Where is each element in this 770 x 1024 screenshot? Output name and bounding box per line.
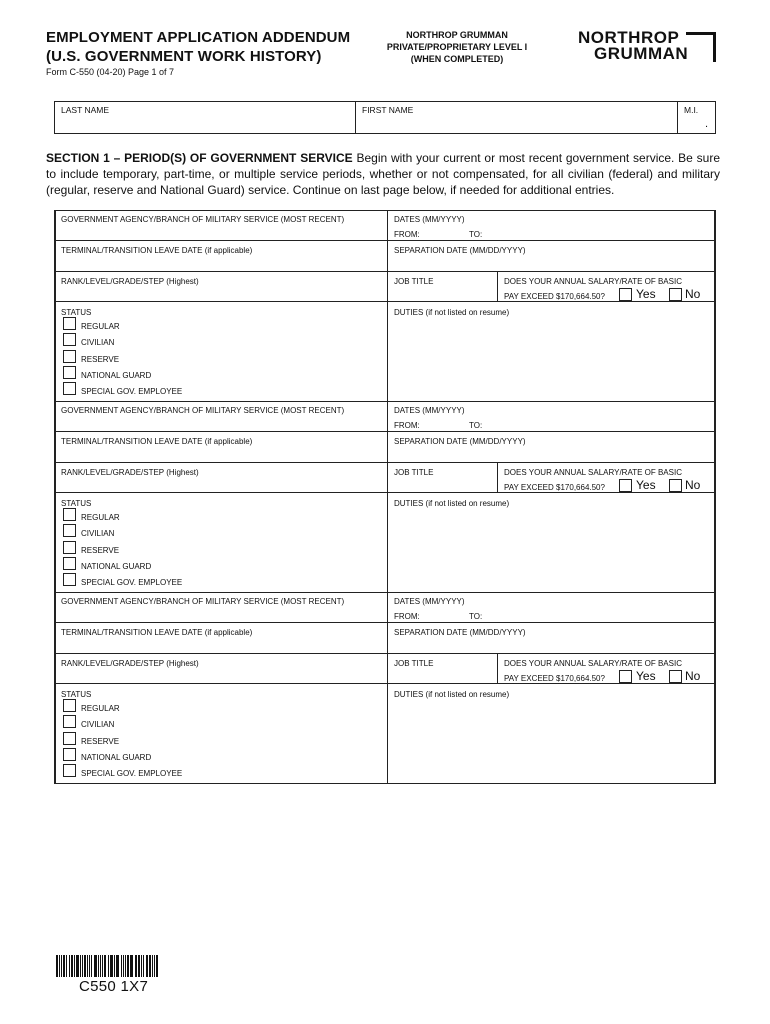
status-regular-checkbox[interactable] [63, 699, 76, 712]
barcode-bar [152, 955, 153, 977]
row-divider [55, 271, 715, 272]
block-divider [55, 592, 715, 593]
logo-bracket-right [713, 32, 716, 62]
barcode-bar [154, 955, 155, 977]
barcode-bar [80, 955, 81, 977]
salary-question-line2: PAY EXCEED $170,664.50? [504, 674, 605, 683]
salary-yes-checkbox[interactable] [619, 479, 632, 492]
barcode-bar [127, 955, 129, 977]
status-special-gov-employee-checkbox[interactable] [63, 573, 76, 586]
last-name-label: LAST NAME [61, 105, 110, 115]
status-reserve-checkbox[interactable] [63, 350, 76, 363]
form-title [46, 28, 350, 66]
separation-date-label: SEPARATION DATE (MM/DD/YYYY) [394, 437, 526, 446]
barcode-bar [84, 955, 86, 977]
classification-notice [372, 29, 542, 65]
barcode-bar [87, 955, 88, 977]
terminal-leave-label: TERMINAL/TRANSITION LEAVE DATE (if applicable) [61, 628, 253, 637]
status-civilian-checkbox[interactable] [63, 333, 76, 346]
barcode-bar [91, 955, 92, 977]
salary-no-checkbox[interactable] [669, 479, 682, 492]
dates-from-label: FROM: [394, 421, 420, 430]
barcode-bar [116, 955, 117, 977]
middle-initial-field[interactable] [678, 102, 715, 133]
barcode-bar [125, 955, 126, 977]
salary-question-line2: PAY EXCEED $170,664.50? [504, 483, 605, 492]
barcode-bar [121, 955, 122, 977]
status-option-label: NATIONAL GUARD [81, 370, 152, 380]
barcode-bar [135, 955, 136, 977]
status-option-label: REGULAR [81, 704, 120, 713]
separation-date-label: SEPARATION DATE (MM/DD/YYYY) [394, 246, 526, 255]
salary-yes-label: Yes [636, 478, 656, 492]
job-title-label: JOB TITLE [394, 277, 434, 286]
barcode-bar [71, 955, 73, 977]
salary-divider [497, 462, 498, 492]
first-name-label: FIRST NAME [362, 105, 414, 115]
row-divider [55, 462, 715, 463]
salary-no-label: No [685, 669, 701, 683]
classification-line2: PRIVATE/PROPRIETARY LEVEL I [386, 42, 528, 52]
status-label: STATUS [61, 690, 92, 699]
section1-instructions: Begin with your current or most recent government service. Be sure to include temporary, part-time, or multiple service periods, whether or not compensated, for all civilian (federal) and military (regular, reserve and National Guard) service. Continue on last page below, if needed for additional entries. [46, 151, 720, 197]
barcode-bar [156, 955, 158, 977]
status-regular-checkbox[interactable] [63, 508, 76, 521]
status-option-label: CIVILIAN [81, 720, 115, 730]
first-name-field[interactable] [356, 102, 678, 133]
terminal-leave-label: TERMINAL/TRANSITION LEAVE DATE (if applicable) [61, 246, 253, 255]
service-block [55, 593, 715, 784]
service-block [55, 211, 715, 402]
block-divider [55, 401, 715, 402]
form-title-line2: (U.S. GOVERNMENT WORK HISTORY) [46, 48, 322, 65]
salary-question-line1: DOES YOUR ANNUAL SALARY/RATE OF BASIC [504, 659, 682, 668]
status-option-label: SPECIAL GOV. EMPLOYEE [81, 769, 183, 779]
status-national-guard-checkbox[interactable] [63, 748, 76, 761]
status-label: STATUS [61, 499, 92, 508]
northrop-grumman-logo [578, 27, 718, 67]
form-number: Form C-550 (04-20) Page 1 of 7 [46, 67, 175, 77]
barcode-bar [63, 955, 66, 977]
row-divider [55, 683, 715, 684]
status-option-label: NATIONAL GUARD [81, 752, 152, 762]
salary-no-label: No [685, 287, 701, 301]
status-national-guard-checkbox[interactable] [63, 557, 76, 570]
row-divider [55, 492, 715, 493]
barcode-bar [59, 955, 60, 977]
dates-to-label: TO: [469, 230, 483, 239]
status-option-label: CIVILIAN [81, 338, 115, 348]
status-national-guard-checkbox[interactable] [63, 366, 76, 379]
salary-no-checkbox[interactable] [669, 670, 682, 683]
status-special-gov-employee-checkbox[interactable] [63, 764, 76, 777]
dates-label: DATES (MM/YYYY) [394, 597, 465, 606]
status-special-gov-employee-checkbox[interactable] [63, 382, 76, 395]
logo-bracket-top [686, 32, 716, 35]
dates-label: DATES (MM/YYYY) [394, 215, 465, 224]
barcode-bar [143, 955, 144, 977]
rank-label: RANK/LEVEL/GRADE/STEP (Highest) [61, 659, 199, 668]
barcode-bar [82, 955, 83, 977]
barcode-bar [89, 955, 90, 977]
section1-heading: SECTION 1 – PERIOD(S) OF GOVERNMENT SERVICE [46, 151, 353, 165]
classification-line1: NORTHROP GRUMMAN [406, 30, 508, 40]
row-divider [55, 240, 715, 241]
job-title-label: JOB TITLE [394, 468, 434, 477]
barcode-image [56, 955, 160, 977]
classification-line3: (WHEN COMPLETED) [410, 54, 504, 64]
status-option-label: SPECIAL GOV. EMPLOYEE [81, 387, 183, 397]
middle-initial-value: . [705, 118, 709, 130]
row-divider [55, 301, 715, 302]
agency-label: GOVERNMENT AGENCY/BRANCH OF MILITARY SERVICE (MOST RECENT) [61, 215, 345, 224]
duties-label: DUTIES (if not listed on resume) [394, 690, 510, 699]
logo-line1: NORTHROP [578, 28, 680, 47]
barcode-bar [149, 955, 152, 977]
barcode-bar [76, 955, 79, 977]
barcode-bar [108, 955, 109, 977]
barcode-bar [136, 955, 137, 977]
barcode-bar [123, 955, 124, 977]
barcode-bar [146, 955, 148, 977]
dates-label: DATES (MM/YYYY) [394, 406, 465, 415]
last-name-field[interactable] [55, 102, 356, 133]
dates-to-label: TO: [469, 421, 483, 430]
status-option-label: RESERVE [81, 736, 120, 746]
row-divider [55, 653, 715, 654]
barcode-bar [110, 955, 113, 977]
logo-line2: GRUMMAN [594, 44, 689, 63]
barcode-bar [130, 955, 133, 977]
status-regular-checkbox[interactable] [63, 317, 76, 330]
barcode-bar [98, 955, 100, 977]
salary-yes-checkbox[interactable] [619, 288, 632, 301]
salary-yes-checkbox[interactable] [619, 670, 632, 683]
salary-no-label: No [685, 478, 701, 492]
status-option-label: REGULAR [81, 513, 120, 522]
row-divider [55, 622, 715, 623]
status-option-label: SPECIAL GOV. EMPLOYEE [81, 578, 183, 588]
dates-to-label: TO: [469, 612, 483, 621]
barcode-bar [138, 955, 140, 977]
salary-question-line2: PAY EXCEED $170,664.50? [504, 292, 605, 301]
barcode-bar [104, 955, 106, 977]
agency-label: GOVERNMENT AGENCY/BRANCH OF MILITARY SERVICE (MOST RECENT) [61, 406, 345, 415]
salary-yes-label: Yes [636, 669, 656, 683]
section1-intro [46, 150, 720, 198]
status-civilian-checkbox[interactable] [63, 715, 76, 728]
status-reserve-checkbox[interactable] [63, 541, 76, 554]
barcode-bar [102, 955, 103, 977]
service-block [55, 402, 715, 593]
status-option-label: RESERVE [81, 545, 120, 555]
name-row [54, 101, 716, 134]
salary-yes-label: Yes [636, 287, 656, 301]
dates-from-label: FROM: [394, 230, 420, 239]
barcode-bar [56, 955, 58, 977]
status-option-label: NATIONAL GUARD [81, 561, 152, 571]
barcode-bar [114, 955, 115, 977]
form-title-line1: EMPLOYMENT APPLICATION ADDENDUM [46, 29, 351, 46]
salary-question-line1: DOES YOUR ANNUAL SALARY/RATE OF BASIC [504, 468, 682, 477]
barcode-bar [61, 955, 62, 977]
status-label: STATUS [61, 308, 92, 317]
barcode-bar [69, 955, 70, 977]
barcode-bar [117, 955, 119, 977]
job-title-label: JOB TITLE [394, 659, 434, 668]
salary-question-line1: DOES YOUR ANNUAL SALARY/RATE OF BASIC [504, 277, 682, 286]
status-option-label: CIVILIAN [81, 529, 115, 539]
row-divider [55, 431, 715, 432]
status-option-label: REGULAR [81, 322, 120, 331]
salary-divider [497, 653, 498, 683]
rank-label: RANK/LEVEL/GRADE/STEP (Highest) [61, 277, 199, 286]
status-civilian-checkbox[interactable] [63, 524, 76, 537]
barcode-bar [66, 955, 67, 977]
salary-no-checkbox[interactable] [669, 288, 682, 301]
agency-label: GOVERNMENT AGENCY/BRANCH OF MILITARY SERVICE (MOST RECENT) [61, 597, 345, 606]
status-reserve-checkbox[interactable] [63, 732, 76, 745]
duties-label: DUTIES (if not listed on resume) [394, 308, 510, 317]
duties-label: DUTIES (if not listed on resume) [394, 499, 510, 508]
barcode-text: C550 1X7 [79, 978, 149, 995]
terminal-leave-label: TERMINAL/TRANSITION LEAVE DATE (if applicable) [61, 437, 253, 446]
barcode-bar [141, 955, 142, 977]
service-history-table [54, 210, 716, 784]
barcode-bar [94, 955, 97, 977]
status-option-label: RESERVE [81, 354, 120, 364]
salary-divider [497, 271, 498, 301]
barcode-bar [74, 955, 75, 977]
middle-initial-label: M.I. [684, 105, 699, 115]
separation-date-label: SEPARATION DATE (MM/DD/YYYY) [394, 628, 526, 637]
rank-label: RANK/LEVEL/GRADE/STEP (Highest) [61, 468, 199, 477]
dates-from-label: FROM: [394, 612, 420, 621]
barcode-bar [100, 955, 101, 977]
